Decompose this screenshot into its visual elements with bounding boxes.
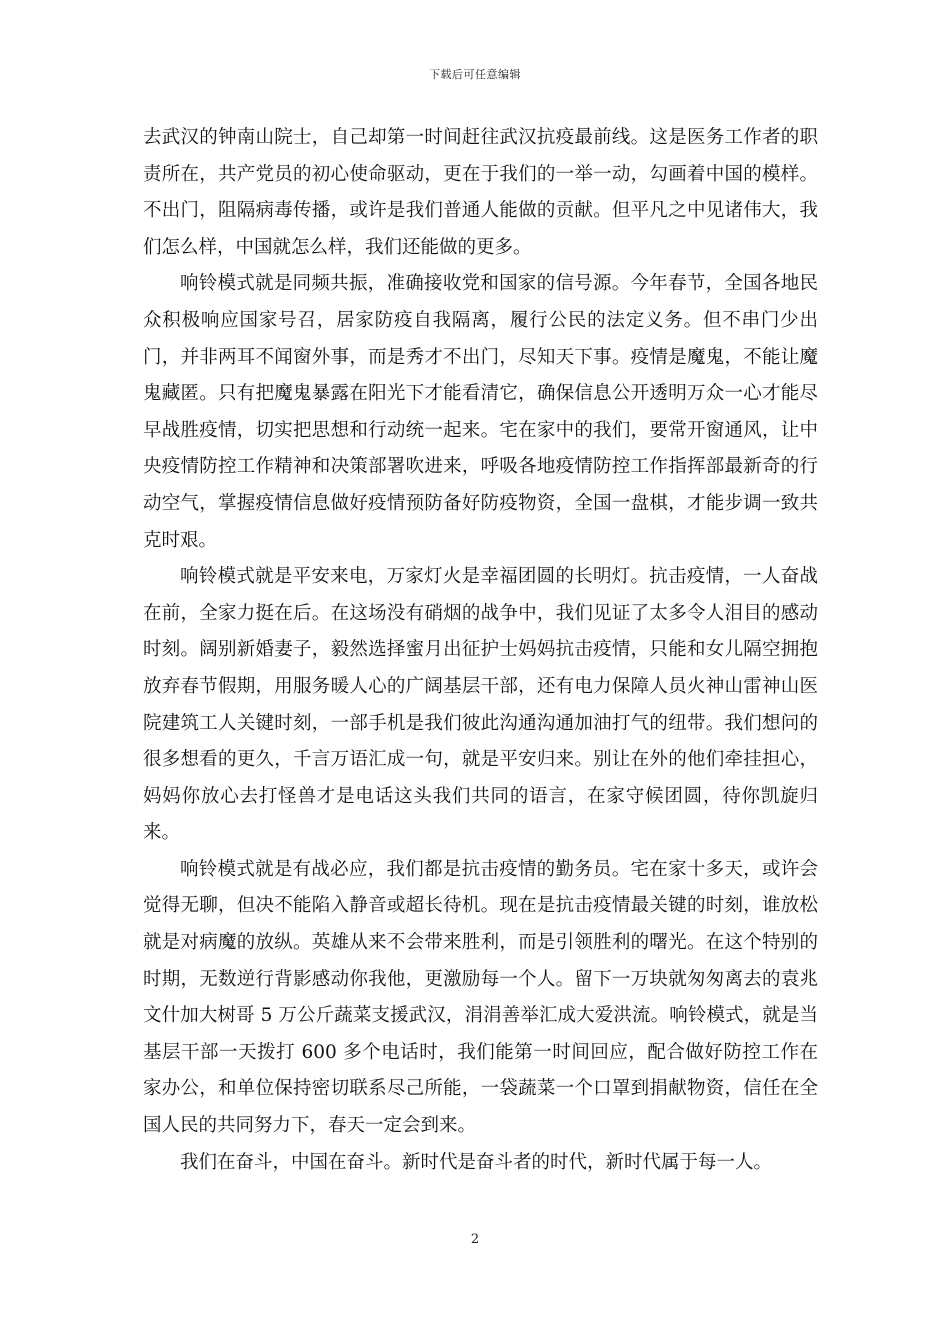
paragraph-1: 去武汉的钟南山院士，自己却第一时间赶往武汉抗疫最前线。这是医务工作者的职责所在，共产党员的初心使命驱动，更在于我们的一举一动，勾画着中国的模样。不出门，阻隔病毒传播，或许是我们普通人能做的贡献。但平凡之中见诸伟大，我们怎么样，中国就怎么样，我们还能做的更多。 <box>143 127 818 258</box>
document-body <box>143 120 818 1181</box>
page-number: 2 <box>470 1232 480 1247</box>
paragraph-3: 响铃模式就是平安来电，万家灯火是幸福团圆的长明灯。抗击疫情，一人奋战在前，全家力挺在后。在这场没有硝烟的战争中，我们见证了太多令人泪目的感动时刻。阔别新婚妻子，毅然选择蜜月出征护士妈妈抗击疫情，只能和女儿隔空拥抱放弃春节假期，用服务暖人心的广阔基层干部，还有电力保障人员火神山雷神山医院建筑工人关键时刻，一部手机是我们彼此沟通沟通加油打气的纽带。我们想问的很多想看的更久，千言万语汇成一句，就是平安归来。别让在外的他们牵挂担心，妈妈你放心去打怪兽才是电话这头我们共同的语言，在家守候团圆，待你凯旋归来。 <box>143 566 818 844</box>
page-header: 下载后可任意编辑 <box>429 68 521 81</box>
paragraph-5: 我们在奋斗，中国在奋斗。新时代是奋斗者的时代，新时代属于每一人。 <box>180 1151 773 1173</box>
paragraph-2: 响铃模式就是同频共振，准确接收党和国家的信号源。今年春节，全国各地民众积极响应国家号召，居家防疫自我隔离，履行公民的法定义务。但不串门少出门，并非两耳不闻窗外事，而是秀才不出门，尽知天下事。疫情是魔鬼，不能让魔鬼藏匿。只有把魔鬼暴露在阳光下才能看清它，确保信息公开透明万众一心才能尽早战胜疫情，切实把思想和行动统一起来。宅在家中的我们，要常开窗通风，让中央疫情防控工作精神和决策部署吹进来，呼吸各地疫情防控工作指挥部最新奇的行动空气，掌握疫情信息做好疫情预防备好防疫物资，全国一盘棋，才能步调一致共克时艰。 <box>143 273 818 551</box>
paragraph-4: 响铃模式就是有战必应，我们都是抗击疫情的勤务员。宅在家十多天，或许会觉得无聊，但决不能陷入静音或超长待机。现在是抗击疫情最关键的时刻，谁放松就是对病魔的放纵。英雄从来不会带来胜利，而是引领胜利的曙光。在这个特别的时期，无数逆行背影感动你我他，更激励每一个人。留下一万块就匆匆离去的袁兆文什加大树哥 5 万公斤蔬菜支援武汉，涓涓善举汇成大爱洪流。响铃模式，就是当基层干部一天拨打 600 多个电话时，我们能第一时间回应，配合做好防控工作在家办公，和单位保持密切联系尽己所能，一袋蔬菜一个口罩到捐献物资，信任在全国人民的共同努力下，春天一定会到来。 <box>143 858 818 1137</box>
